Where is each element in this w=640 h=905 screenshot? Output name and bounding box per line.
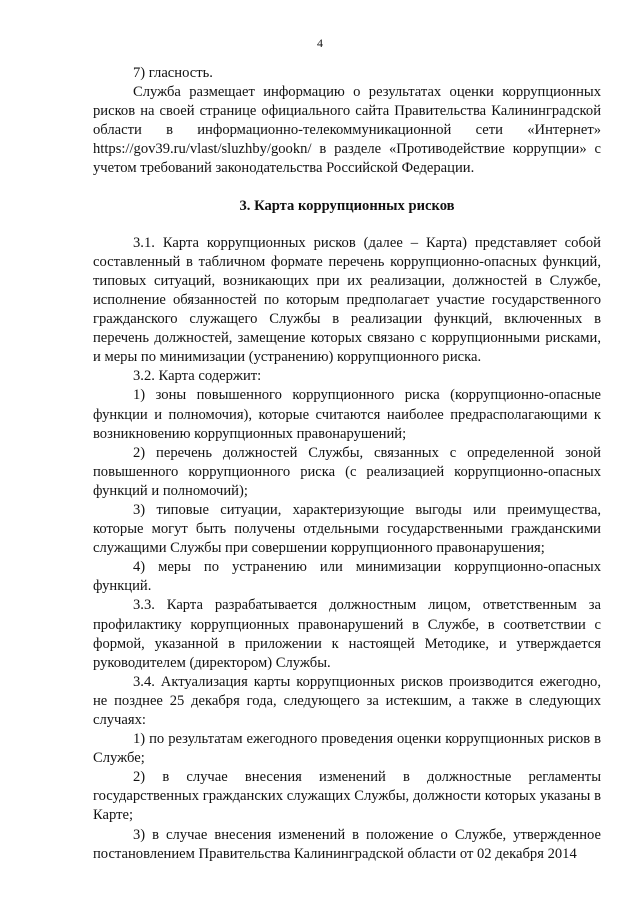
paragraph-3-1: 3.1. Карта коррупционных рисков (далее – Карта) представляет собой составленный в табличном формате перечень коррупционно-опасных функций, типовых ситуаций, возникающих при их реализации, должностей в Службе, исполнение обязанностей по которым предполагает участие государственного гражданского служащего Службы в реализации функций, включенных в перечень должностей, замещение которых связано с коррупционными рисками, и меры по минимизации (устранению) коррупционного риска. <box>93 234 601 366</box>
paragraph-3-4: 3.4. Актуализация карты коррупционных рисков производится ежегодно, не позднее 25 декабря года, следующего за истекшим, а также в следующих случаях: <box>93 673 601 728</box>
list-item-1: 1) зоны повышенного коррупционного риска (коррупционно-опасные функции и полномочия), которые считаются наиболее предрасполагающими к возникновению коррупционных правонарушений; <box>93 387 601 442</box>
page-number: 4 <box>317 36 323 50</box>
case-item-2: 2) в случае внесения изменений в должностные регламенты государственных гражданских служащих Службы, должности которых указаны в Карте; <box>93 769 601 824</box>
document-body <box>93 64 601 864</box>
list-item-4: 4) меры по устранению или минимизации коррупционно-опасных функций. <box>93 559 601 595</box>
paragraph-glasnost: 7) гласность. <box>133 65 213 81</box>
case-item-3: 3) в случае внесения изменений в положение о Службе, утвержденное постановлением Правительства Калининградской области от 02 декабря 2014 <box>93 826 601 862</box>
list-item-2: 2) перечень должностей Службы, связанных с определенной зоной повышенного коррупционного риска (с реализацией коррупционно-опасных функций и полномочий); <box>93 444 601 499</box>
paragraph-3-3: 3.3. Карта разрабатывается должностным лицом, ответственным за профилактику коррупционных правонарушений в Службе, в соответствии с формой, указанной в приложении к настоящей Методике, и утверждается руководителем (директором) Службы. <box>93 597 601 671</box>
list-item-3: 3) типовые ситуации, характеризующие выгоды или преимущества, которые могут быть получены отдельными государственными гражданскими служащими Службы при совершении коррупционного правонарушения; <box>93 501 601 557</box>
paragraph-publication: Служба размещает информацию о результатах оценки коррупционных рисков на своей странице официального сайта Правительства Калининградской области в информационно-телекоммуникационной сети «Интернет» https://gov39.ru/vlast/sluzhby/gookn/ в разделе «Противодействие коррупции» с учетом требований законодательства Российской Федерации. <box>93 84 601 177</box>
paragraph-3-2: 3.2. Карта содержит: <box>133 368 262 385</box>
case-item-1: 1) по результатам ежегодного проведения оценки коррупционных рисков в Службе; <box>93 731 601 767</box>
section-heading: 3. Карта коррупционных рисков <box>239 197 455 214</box>
